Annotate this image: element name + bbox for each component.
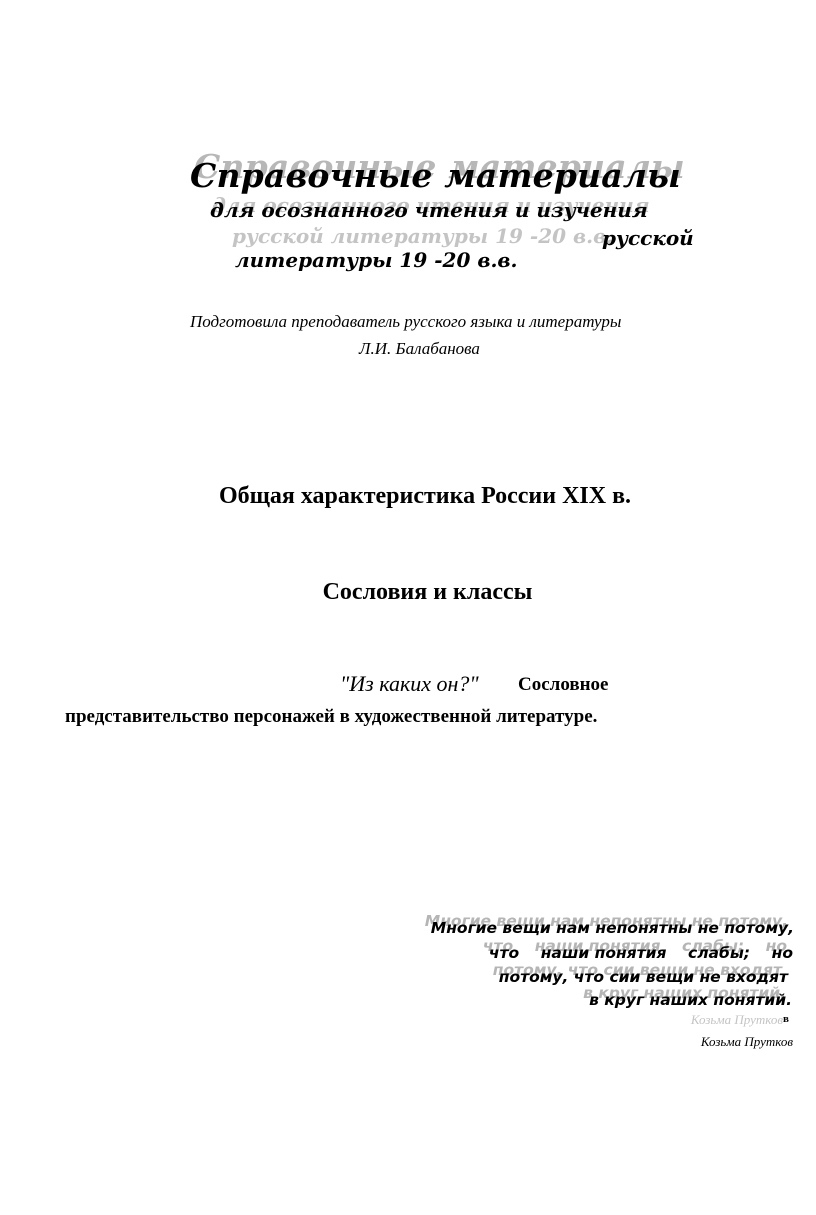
epigraph-line-1: Многие вещи нам непонятны не потому, [430, 919, 794, 937]
heading-estates-and-classes: Сословия и классы [322, 579, 533, 605]
epigraph-line-3: потому, что сии вещи не входят [498, 968, 788, 986]
epigraph-line-4: в круг наших понятий. [589, 991, 792, 1009]
epigraph-line-2: что наши понятия слабы; но [488, 944, 793, 962]
document-title: Справочные материалы [190, 156, 681, 195]
section-quote: "Из каких он?" [340, 671, 479, 696]
author-name: Л.И. Балабанова [359, 339, 480, 358]
heading-general-characteristics: Общая характеристика России XIX в. [218, 483, 632, 509]
subtitle-line-2: литературы 19 -20 в.в. [235, 248, 518, 272]
epigraph-attribution-ghost: Козьма Прутков [690, 1012, 783, 1027]
epigraph-attribution-ghost-tail: в [783, 1013, 789, 1025]
epigraph-attribution: Козьма Прутков [700, 1034, 793, 1049]
section-title-start: Сословное [518, 674, 609, 695]
subtitle-ghost-line: русской литературы 19 -20 в.в. [232, 224, 614, 248]
subtitle-tail: русской [602, 226, 694, 250]
author-line: Подготовила преподаватель русского языка и литературы [190, 312, 622, 331]
subtitle-line-1: для осознанного чтения и изучения [210, 198, 648, 222]
section-title-continuation: представительство персонажей в художественной литературе. [65, 706, 598, 727]
